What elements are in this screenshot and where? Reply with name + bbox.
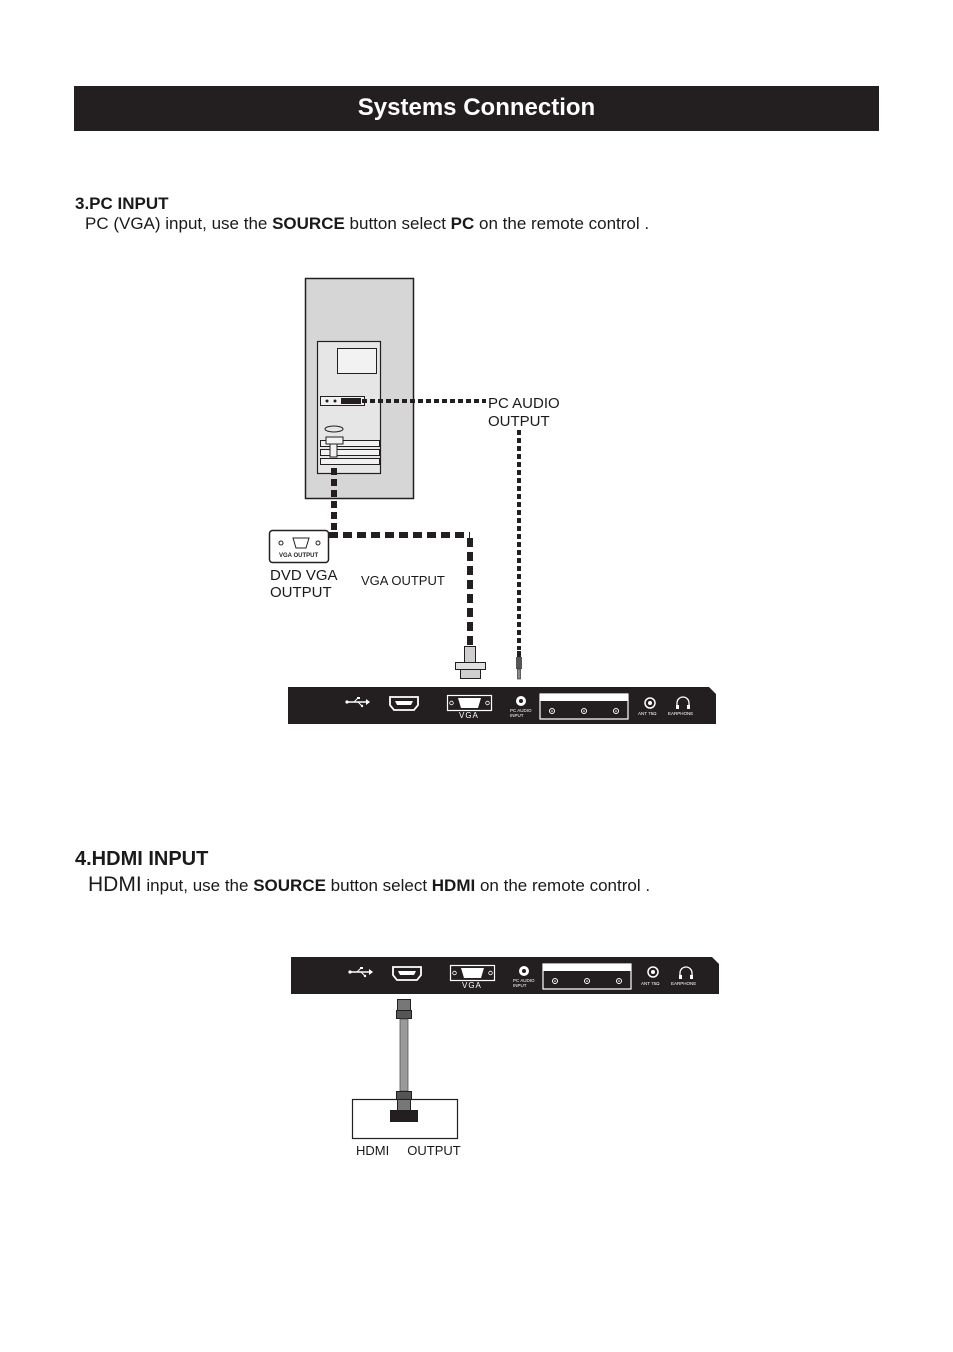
pc-audio-input-label-1: PC AUDIO xyxy=(510,708,532,713)
ant-label: ANT 75Ω xyxy=(641,981,660,986)
vga-port-label: VGA xyxy=(462,981,482,990)
pc-tower-icon xyxy=(306,279,414,499)
vga-port-label: VGA xyxy=(459,711,479,720)
pc-input-title: 3.PC INPUT xyxy=(75,194,169,213)
earphone-label: EARPHONE xyxy=(668,711,694,716)
dvd-box-label: VGA OUTPUT xyxy=(279,553,319,559)
hdmi-input-title: 4.HDMI INPUT xyxy=(75,848,209,870)
tv-panel-pc xyxy=(288,687,716,724)
dvd-vga-output-port xyxy=(270,531,329,563)
hdmi-input-description: HDMI input, use the SOURCE button select HDMI on the remote control . xyxy=(88,873,651,896)
earphone-label: EARPHONE xyxy=(671,981,697,986)
hdmi-cable xyxy=(397,1000,412,1111)
vga-output-cable-label: VGA OUTPUT xyxy=(361,573,445,588)
hdmi-output-label: HDMI OUTPUT xyxy=(356,1143,461,1158)
dvd-vga-output-label-line2: OUTPUT xyxy=(270,584,332,601)
pc-input-description: PC (VGA) input, use the SOURCE button select PC on the remote control . xyxy=(85,214,650,233)
hdmi-output-device xyxy=(353,1100,458,1139)
pc-audio-output-label-line1: PC AUDIO xyxy=(488,395,560,412)
pc-audio-output-label-line2: OUTPUT xyxy=(488,413,550,430)
pc-audio-input-label-2: INPUT xyxy=(510,713,524,718)
ant-label: ANT 75Ω xyxy=(638,711,657,716)
tv-panel-hdmi xyxy=(291,957,719,994)
page-title: Systems Connection xyxy=(357,94,596,121)
pc-audio-input-label-1: PC AUDIO xyxy=(513,978,535,983)
dvd-vga-output-label-line1: DVD VGA xyxy=(270,567,338,584)
pc-audio-input-label-2: INPUT xyxy=(513,983,527,988)
